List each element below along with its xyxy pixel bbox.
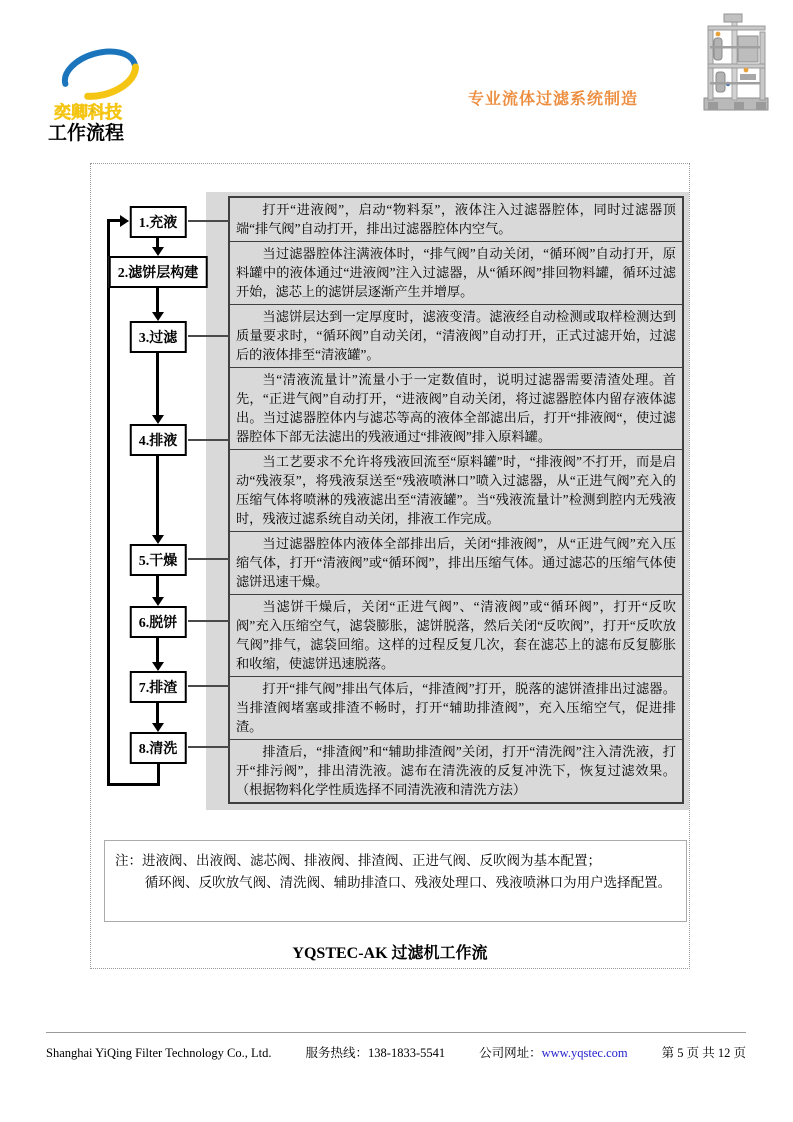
arrow-4-5 <box>156 456 159 535</box>
arrow-3-4 <box>156 351 159 415</box>
loop-line-top <box>107 219 120 222</box>
connector-step1 <box>188 220 229 222</box>
arrow-5-6 <box>156 574 159 597</box>
connector-step3 <box>188 335 229 337</box>
connector-step6 <box>188 620 229 622</box>
desc-cell-draining-2: 当工艺要求不允许将残液回流至“原料罐”时，“排液阀”不打开，而是启动“残液泵”，将残液泵送至“残液喷淋口”喷入过滤器，从“正进气阀”充入的压缩气体将喷淋的残液滤出至“清液罐”。当“残液流量计”检测到腔内无残液时，残液过滤系统自动关闭，排液工作完成。 <box>230 450 682 532</box>
logo-text: 奕卿科技 <box>54 103 122 122</box>
flow-step-1: 1.充液 <box>130 206 187 238</box>
footer-hotline-number: 138-1833-5541 <box>368 1046 446 1060</box>
header-slogan: 专业流体过滤系统制造 <box>468 91 639 108</box>
machine-photo <box>698 12 778 114</box>
arrowhead-5-6-icon <box>152 597 164 606</box>
footer-company: Shanghai YiQing Filter Technology Co., Ltd. <box>46 1046 272 1060</box>
desc-cell-drying: 当过滤器腔体内液体全部排出后，关闭“排液阀”，从“正进气阀”充入压缩气体，打开“清液阀”或“循环阀”，排出压缩气体。通过滤芯的压缩气体使滤饼迅速干燥。 <box>230 532 682 595</box>
note-line-1: 注：进液阀、出液阀、滤芯阀、排液阀、排渣阀、正进气阀、反吹阀为基本配置； <box>115 853 601 868</box>
flow-step-5: 5.干燥 <box>130 544 187 576</box>
desc-cell-slag-discharge: 打开“排气阀”排出气体后，“排渣阀”打开，脱落的滤饼渣排出过滤器。当排渣阀堵塞或排渣不畅时，打开“辅助排渣阀”，充入压缩空气，促进排渣。 <box>230 677 682 740</box>
flow-step-8: 8.清洗 <box>130 732 187 764</box>
figure-caption: YQSTEC-AK 过滤机工作流 <box>292 945 488 962</box>
desc-cell-filtering: 当滤饼层达到一定厚度时，滤液变清。滤液经自动检测或取样检测达到质量要求时，“循环阀”自动关闭，“清液阀”自动打开，正式过滤开始，过滤后的液体排至“清液罐”。 <box>230 305 682 368</box>
arrowhead-1-2-icon <box>152 247 164 256</box>
loop-line-left <box>107 220 110 786</box>
arrowhead-2-3-icon <box>152 312 164 321</box>
loop-line-bottom <box>107 783 160 786</box>
note-box <box>104 840 687 922</box>
footer-website-link[interactable]: www.yqstec.com <box>541 1046 628 1060</box>
company-logo <box>52 44 162 122</box>
arrowhead-7-8-icon <box>152 723 164 732</box>
arrow-6-7 <box>156 636 159 662</box>
arrowhead-4-5-icon <box>152 535 164 544</box>
connector-step7 <box>188 685 229 687</box>
arrow-2-3 <box>156 288 159 312</box>
connector-step5 <box>188 558 229 560</box>
note-line-2: 循环阀、反吹放气阀、清洗阀、辅助排渣口、残液处理口、残液喷淋口为用户选择配置。 <box>144 875 672 890</box>
page-title: 工作流程 <box>48 123 125 144</box>
page-footer <box>46 1032 746 1061</box>
flow-step-4: 4.排液 <box>130 424 187 456</box>
desc-cell-cake-release: 当滤饼干燥后，关闭“正进气阀”、“清液阀”或“循环阀”，打开“反吹阀”充入压缩空气，滤袋膨胀，滤饼脱落，然后关闭“反吹阀”，打开“反吹放气阀”排气，滤袋回缩。这样的过程反复几次，套在滤芯上的滤布反复膨胀和收缩，使滤饼迅速脱落。 <box>230 595 682 677</box>
footer-website <box>479 1043 628 1061</box>
footer-website-label: 公司网址： <box>479 1046 542 1060</box>
description-cells <box>228 196 684 804</box>
filter-machine-icon <box>698 12 778 114</box>
arrow-7-8 <box>156 701 159 723</box>
desc-cell-cake-building: 当过滤器腔体注满液体时，“排气阀”自动关闭，“循环阀”自动打开，原料罐中的液体通过“进液阀”注入过滤器，从“循环阀”排回物料罐，循环过滤开始，滤芯上的滤饼层逐渐产生并增厚。 <box>230 242 682 305</box>
globe-swoosh-logo-icon <box>52 44 162 122</box>
footer-page-info: 第 5 页 共 12 页 <box>661 1046 746 1060</box>
arrowhead-3-4-icon <box>152 415 164 424</box>
loop-arrowhead-icon <box>120 215 129 227</box>
flow-step-3: 3.过滤 <box>130 321 187 353</box>
flow-step-7: 7.排渣 <box>130 671 187 703</box>
desc-cell-cleaning: 排渣后，“排渣阀”和“辅助排渣阀”关闭，打开“清洗阀”注入清洗液，打开“排污阀”，排出清洗液。滤布在清洗液的反复冲洗下，恢复过滤效果。（根据物料化学性质选择不同清洗液和清洗方法） <box>230 740 682 802</box>
footer-hotline-label: 服务热线： <box>305 1046 369 1060</box>
workflow-figure <box>90 163 690 969</box>
description-panel <box>206 192 689 810</box>
footer-hotline <box>306 1043 446 1061</box>
arrowhead-6-7-icon <box>152 662 164 671</box>
flow-step-2: 2.滤饼层构建 <box>109 256 208 288</box>
desc-cell-draining-1: 当“清液流量计”流量小于一定数值时，说明过滤器需要清渣处理。首先，“正进气阀”自动打开，“进液阀”自动关闭，将过滤器腔体内留存液体滤出。当过滤器腔体内与滤芯等高的液体全部滤出后，打开“排液阀“，使过滤器腔体下部无法滤出的残液通过“排液阀”排入原料罐。 <box>230 368 682 450</box>
loop-line-from-step8 <box>157 761 160 786</box>
desc-cell-filling: 打开“进液阀”，启动“物料泵”，液体注入过滤器腔体，同时过滤器顶端“排气阀”自动打开，排出过滤器腔体内空气。 <box>230 198 682 242</box>
connector-step8 <box>188 746 229 748</box>
connector-step4 <box>188 439 229 441</box>
flow-step-6: 6.脱饼 <box>130 606 187 638</box>
